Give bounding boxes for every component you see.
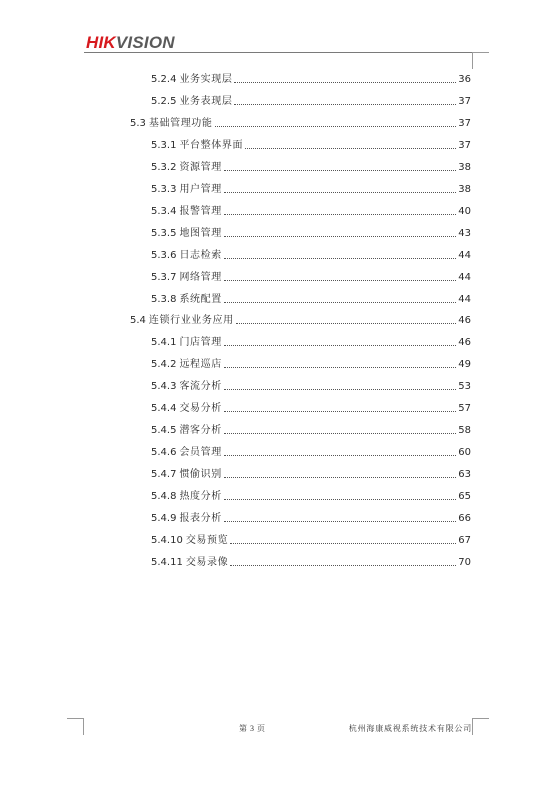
toc-entry[interactable] (151, 397, 471, 415)
toc-dot-leader (245, 148, 456, 149)
toc-entry[interactable] (151, 419, 471, 437)
toc-entry-number: 5.3.7 (151, 271, 177, 283)
toc-entry-title: 客流分析 (179, 381, 222, 393)
toc-entry-title: 业务表现层 (179, 95, 233, 107)
toc-entry-number: 5.4.9 (151, 513, 177, 524)
toc-entry-page: 44 (458, 249, 471, 261)
toc-entry[interactable] (130, 112, 471, 130)
header-rule (84, 52, 472, 53)
toc-entry-number: 5.4.2 (151, 359, 177, 371)
toc-entry[interactable] (151, 222, 471, 240)
corner-mark-bottom-left (67, 718, 84, 735)
toc-dot-leader (224, 345, 456, 346)
toc-entry-title: 地图管理 (179, 227, 222, 239)
toc-entry-title: 交易预览 (185, 534, 229, 546)
toc-entry[interactable] (151, 90, 471, 108)
toc-dot-leader (224, 258, 456, 259)
toc-dot-leader (234, 104, 456, 105)
toc-entry-title: 交易录像 (185, 556, 229, 568)
toc-entry-number: 5.3.6 (151, 249, 177, 261)
toc-entry-title: 会员管理 (179, 447, 222, 459)
toc-entry[interactable] (151, 441, 471, 459)
toc-entry-number: 5.3.5 (151, 227, 177, 239)
toc-entry[interactable] (151, 331, 471, 349)
logo-red-part: HIK (86, 33, 116, 52)
toc-entry-number: 5.4.7 (151, 469, 177, 481)
toc-entry-page: 46 (458, 315, 471, 327)
toc-dot-leader (224, 280, 456, 281)
toc-dot-leader (224, 214, 456, 215)
toc-entry[interactable] (151, 375, 471, 393)
toc-entry-page: 37 (458, 139, 471, 151)
toc-entry-page: 44 (458, 271, 471, 283)
toc-entry-number: 5.4.1 (151, 337, 177, 349)
toc-entry-title: 门店管理 (179, 337, 222, 349)
toc-entry-number: 5.4.5 (151, 425, 177, 437)
toc-entry-number: 5.2.4 (151, 74, 177, 85)
hikvision-logo (86, 33, 175, 53)
toc-entry-number: 5.4.10 (151, 534, 183, 546)
toc-entry[interactable] (151, 200, 471, 218)
toc-entry-title: 网络管理 (179, 271, 222, 283)
toc-entry[interactable] (151, 68, 471, 86)
toc-entry-page: 37 (458, 95, 471, 107)
toc-entry-page: 38 (458, 161, 471, 173)
toc-entry-page: 40 (458, 205, 471, 217)
toc-entry-title: 报表分析 (179, 513, 222, 524)
toc-dot-leader (230, 543, 456, 544)
toc-dot-leader (224, 367, 456, 368)
toc-dot-leader (234, 82, 456, 83)
toc-dot-leader (224, 236, 456, 237)
toc-entry-title: 交易分析 (179, 403, 222, 415)
toc-entry-number: 5.3.2 (151, 161, 177, 173)
toc-entry-page: 70 (458, 556, 471, 568)
toc-dot-leader (224, 411, 456, 412)
corner-mark-top-right (472, 52, 489, 69)
toc-entry-page: 38 (458, 183, 471, 195)
toc-entry-number: 5.3.3 (151, 183, 177, 195)
toc-entry[interactable] (151, 507, 471, 525)
toc-entry-title: 报警管理 (179, 205, 222, 217)
toc-dot-leader (224, 433, 456, 434)
toc-entry-number: 5.4.3 (151, 381, 177, 393)
toc-entry[interactable] (151, 178, 471, 196)
toc-entry-title: 基础管理功能 (148, 117, 213, 129)
toc-entry-page: 46 (458, 337, 471, 349)
toc-entry-number: 5.4.8 (151, 491, 177, 503)
toc-dot-leader (224, 521, 456, 522)
toc-entry[interactable] (151, 288, 471, 306)
toc-entry[interactable] (151, 134, 471, 152)
toc-entry-page: 37 (458, 117, 471, 129)
toc-dot-leader (224, 477, 456, 478)
toc-entry-title: 系统配置 (179, 293, 222, 305)
toc-entry-page: 44 (458, 293, 471, 305)
toc-entry-title: 连锁行业业务应用 (148, 315, 234, 327)
toc-entry-page: 60 (458, 447, 471, 459)
toc-entry[interactable] (130, 309, 471, 327)
toc-entry-title: 远程巡店 (179, 359, 222, 371)
toc-entry-title: 热度分析 (179, 491, 222, 503)
toc-entry-number: 5.4.4 (151, 403, 177, 415)
toc-entry-title: 惯偷识别 (179, 469, 222, 481)
toc-entry[interactable] (151, 551, 471, 569)
toc-dot-leader (224, 455, 456, 456)
toc-entry-page: 67 (458, 534, 471, 546)
toc-entry[interactable] (151, 244, 471, 262)
footer-page-number: 第 3 页 (239, 724, 266, 733)
toc-entry-title: 资源管理 (179, 161, 222, 173)
toc-entry-number: 5.3.8 (151, 293, 177, 305)
toc-entry-number: 5.3 (130, 117, 146, 129)
toc-entry-page: 49 (458, 359, 471, 371)
toc-entry-number: 5.4.6 (151, 447, 177, 459)
footer-company-name: 杭州海康威视系统技术有限公司 (348, 724, 472, 733)
toc-entry-title: 业务实现层 (179, 74, 233, 85)
toc-dot-leader (224, 192, 456, 193)
toc-entry-number: 5.4 (130, 315, 146, 327)
toc-dot-leader (215, 126, 457, 127)
toc-entry-page: 58 (458, 425, 471, 437)
toc-entry-page: 65 (458, 491, 471, 503)
toc-entry[interactable] (151, 156, 471, 174)
toc-entry[interactable] (151, 485, 471, 503)
logo-grey-part: VISION (115, 33, 175, 52)
toc-entry-number: 5.4.11 (151, 556, 183, 568)
toc-entry-page: 53 (458, 381, 471, 393)
toc-entry-page: 36 (458, 74, 471, 85)
toc-entry[interactable] (151, 266, 471, 284)
toc-dot-leader (224, 389, 456, 390)
toc-dot-leader (224, 499, 456, 500)
corner-mark-bottom-right (472, 718, 489, 735)
toc-dot-leader (224, 302, 456, 303)
toc-entry[interactable] (151, 463, 471, 481)
toc-entry-number: 5.3.1 (151, 139, 177, 151)
toc-entry-title: 用户管理 (179, 183, 222, 195)
toc-dot-leader (224, 170, 456, 171)
toc-entry-number: 5.2.5 (151, 95, 177, 107)
toc-dot-leader (236, 323, 457, 324)
toc-entry-page: 57 (458, 403, 471, 415)
toc-entry[interactable] (151, 529, 471, 547)
toc-entry-page: 63 (458, 469, 471, 481)
toc-entry[interactable] (151, 353, 471, 371)
toc-entry-title: 平台整体界面 (179, 139, 244, 151)
toc-entry-title: 日志检索 (179, 249, 222, 261)
toc-entry-number: 5.3.4 (151, 205, 177, 217)
toc-dot-leader (230, 565, 456, 566)
toc-entry-page: 66 (458, 513, 471, 524)
toc-entry-title: 潜客分析 (179, 425, 222, 437)
toc-entry-page: 43 (458, 227, 471, 239)
